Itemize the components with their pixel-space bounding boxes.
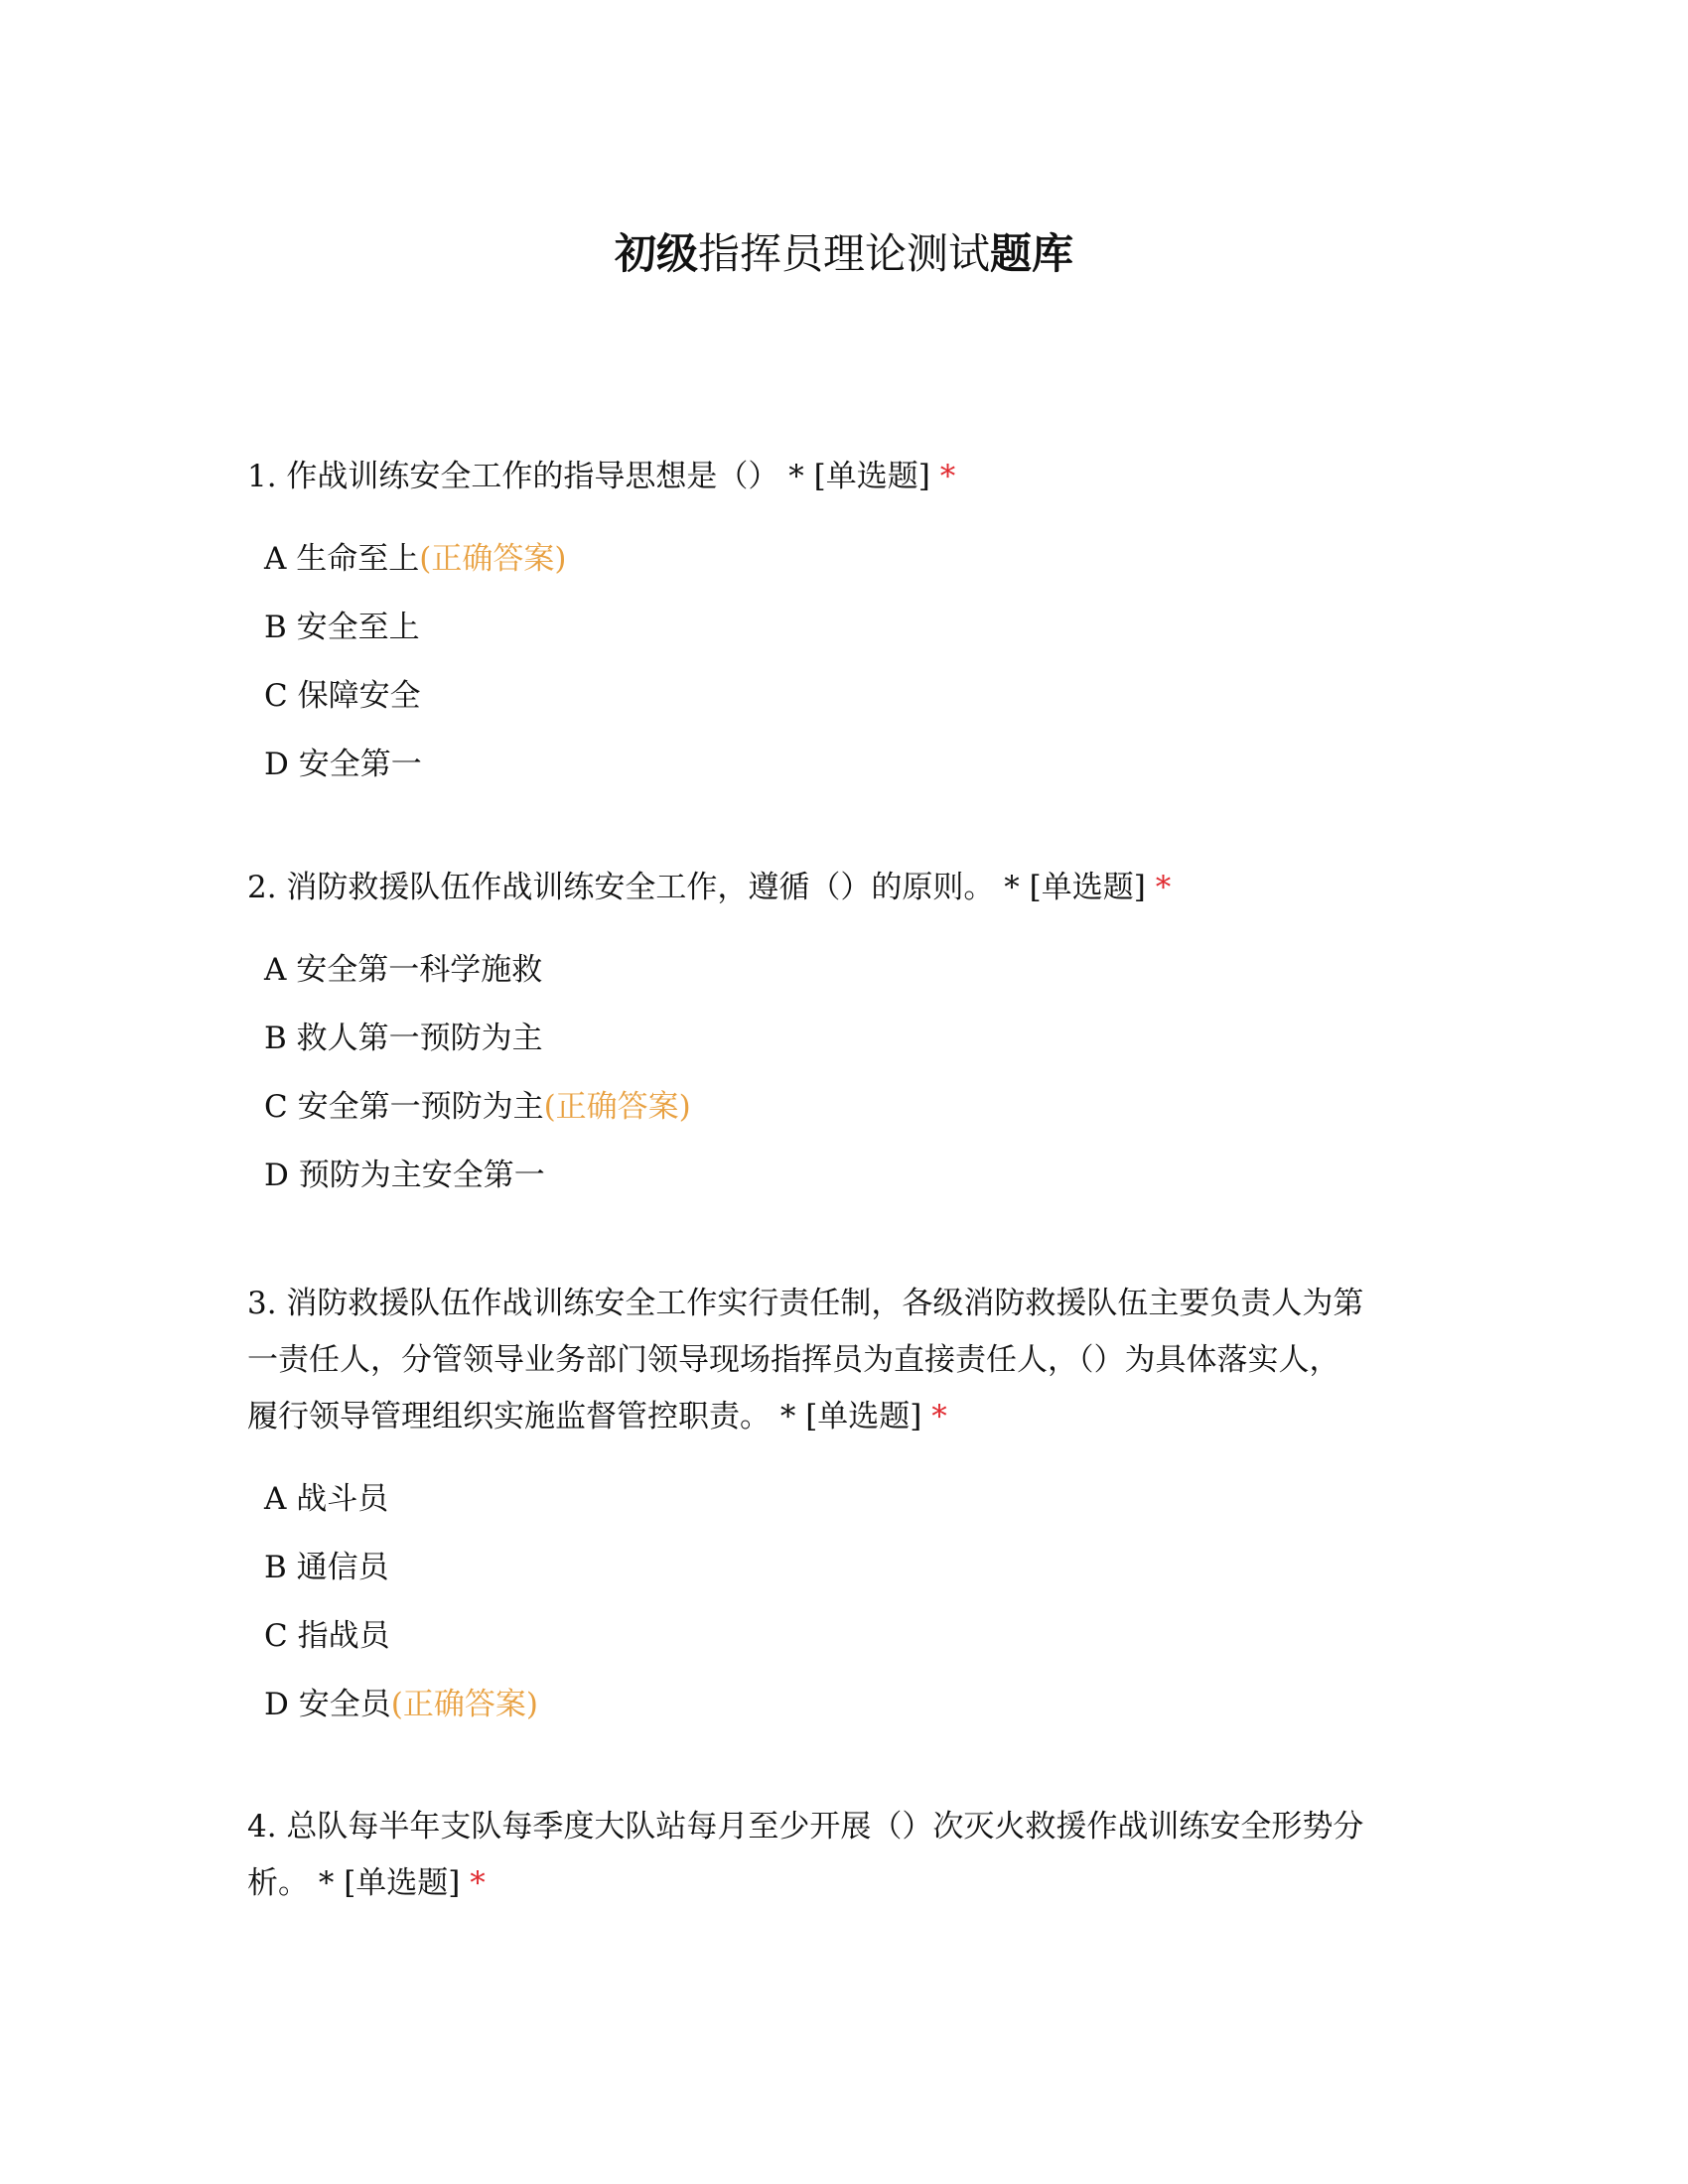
page-title [0,224,1688,284]
option-text: C 指战员 [264,1618,390,1654]
option-c[interactable] [247,1602,1439,1671]
question-3 [247,1276,1439,1739]
option-b[interactable] [247,1005,1439,1073]
option-text: B 安全至上 [264,610,420,645]
option-a[interactable] [247,936,1439,1005]
correct-answer-tag: (正确答案) [390,1687,538,1722]
page-title-middle: 指挥员理论测试 [697,229,990,279]
option-text: D 安全员 [264,1687,391,1722]
question-4 [247,1799,1439,1912]
option-text: A 生命至上 [264,541,420,577]
question-stem-line [247,1389,1439,1445]
option-d[interactable] [247,731,1439,799]
option-d[interactable] [247,1142,1439,1210]
option-c[interactable] [247,662,1439,731]
option-b[interactable] [247,1534,1439,1602]
question-2 [247,860,1439,1210]
option-a[interactable] [247,525,1439,594]
question-stem-line: 4. 总队每半年支队每季度大队站每月至少开展（）次灭火救援作战训练安全形势分 [247,1809,1364,1844]
option-text: C 保障安全 [264,678,421,714]
question-stem-text: 析。 * [单选题] [247,1865,461,1901]
option-b[interactable] [247,594,1439,662]
question-stem-line [247,1855,1439,1912]
option-text: D 安全第一 [264,747,422,782]
option-c[interactable] [247,1073,1439,1142]
option-text: B 通信员 [264,1550,389,1585]
option-text: B 救人第一预防为主 [264,1021,543,1056]
page-title-bold-prefix: 初级 [614,229,698,279]
required-mark: * [470,1865,486,1901]
option-text: A 战斗员 [264,1481,389,1517]
required-mark: * [939,459,956,494]
required-mark: * [1155,870,1172,905]
option-text: C 安全第一预防为主 [264,1089,544,1125]
question-stem [247,860,1439,916]
question-stem-text: 1. 作战训练安全工作的指导思想是（） * [单选题] [247,459,930,494]
page-title-bold-suffix: 题库 [990,229,1074,279]
question-stem [247,1276,1439,1445]
question-stem-text: 2. 消防救援队伍作战训练安全工作，遵循（）的原则。 * [单选题] [247,870,1146,905]
question-stem-text: 履行领导管理组织实施监督管控职责。 * [单选题] [247,1399,922,1434]
required-mark: * [931,1399,947,1434]
question-stem-line: 一责任人，分管领导业务部门领导现场指挥员为直接责任人，（）为具体落实人， [247,1342,1340,1378]
question-stem-line: 3. 消防救援队伍作战训练安全工作实行责任制，各级消防救援队伍主要负责人为第 [247,1286,1364,1321]
question-stem [247,449,1439,505]
option-text: A 安全第一科学施救 [264,952,543,988]
correct-answer-tag: (正确答案) [543,1089,691,1125]
correct-answer-tag: (正确答案) [419,541,567,577]
question-1 [247,449,1439,799]
option-d[interactable] [247,1671,1439,1739]
option-a[interactable] [247,1465,1439,1534]
question-stem [247,1799,1439,1912]
option-text: D 预防为主安全第一 [264,1158,545,1193]
